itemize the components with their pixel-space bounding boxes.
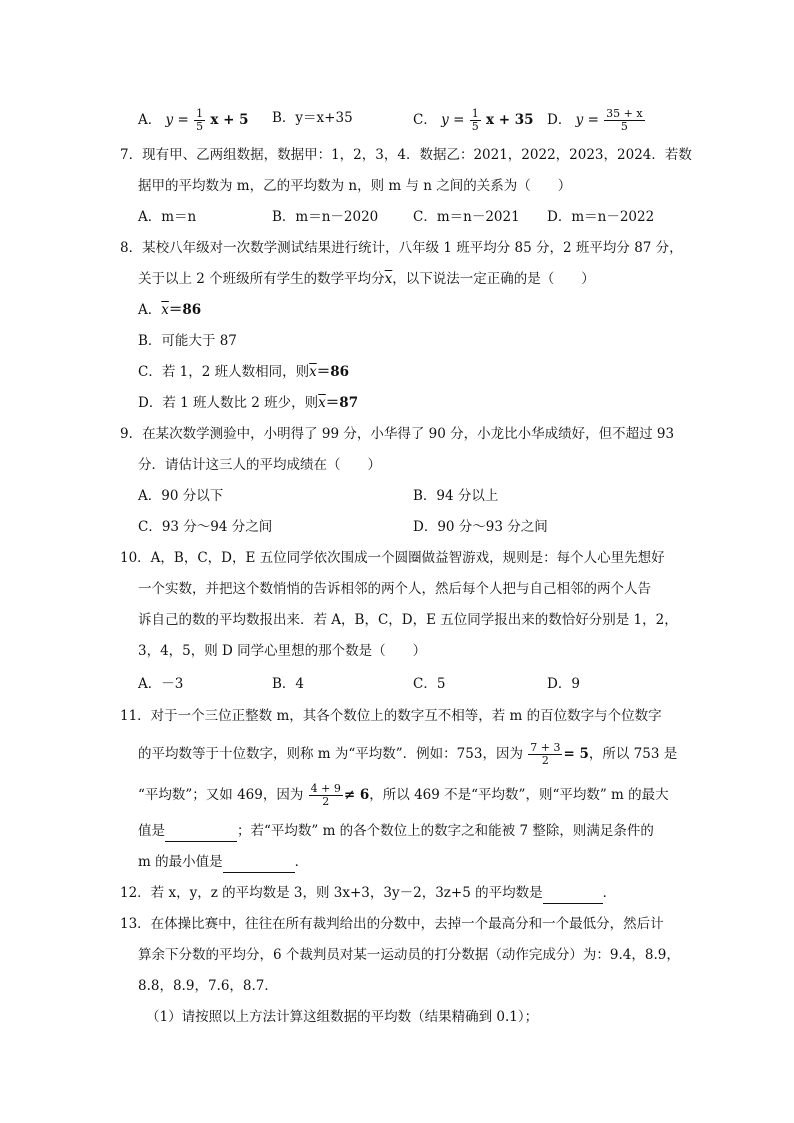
var-y: y — [441, 112, 449, 128]
q11-line-3 — [138, 783, 669, 808]
var-y: y — [575, 112, 584, 128]
numerator: 1 — [196, 107, 204, 120]
q8-line-1: 8．某校八年级对一次数学测试结果进行统计，八年级 1 班平均分 85 分，2 班平均分 87 分， — [120, 240, 683, 256]
q11-text: ；若“平均数” m 的各个数位上的数字之和能被 7 整除，则满足条件的 — [237, 823, 654, 839]
expr-rest: x + 35 — [485, 112, 534, 128]
q11-text: 的平均数等于十位数字，则称 m 为“平均数”．例如：753，因为 — [138, 746, 523, 762]
q11-text: 值是 — [138, 823, 165, 839]
fraction-4plus9-over-2 — [309, 783, 343, 808]
equals-sign: = — [587, 112, 599, 128]
q11-inequation: ≠ 6 — [343, 787, 370, 803]
numerator: 1 — [471, 107, 479, 120]
numerator: 4 + 9 — [310, 782, 341, 795]
q7-option-b: B．m＝n－2020 — [272, 209, 379, 225]
q8-option-a — [138, 300, 201, 320]
q10-line-2: 一个实数，并把这个数悄悄的告诉相邻的两个人，然后每个人把与自己相邻的两个人告 — [138, 581, 651, 597]
q8-option-c — [138, 362, 349, 382]
q9-option-c: C．93 分～94 分之间 — [138, 519, 273, 535]
q13-line-2: 算余下分数的平均分，6 个裁判员对某一运动员的打分数据（动作完成分）为：9.4，8.9， — [138, 947, 680, 963]
q8-option-d — [138, 393, 358, 413]
option-label: A． — [138, 302, 162, 318]
q12-line — [120, 883, 616, 904]
q11-line-4 — [138, 821, 654, 842]
q9-line-2: 分．请估计这三人的平均成绩在（ ） — [138, 457, 381, 473]
x-bar-symbol: $\overline{x}$ — [161, 302, 169, 318]
q11-text: ，所以 753 是 — [588, 746, 678, 762]
q8-text: 关于以上 2 个班级所有学生的数学平均分 — [138, 271, 385, 287]
x-bar-symbol: $\overline{x}$ — [309, 364, 317, 380]
q7-option-a: A．m＝n — [138, 209, 197, 225]
q10-line-1: 10．A，B，C，D，E 五位同学依次围成一个圆圈做益智游戏，规则是：每个人心里先想好 — [120, 550, 665, 566]
q6-option-c — [413, 108, 534, 133]
q9-option-b: B．94 分以上 — [413, 488, 499, 504]
option-value: ＝86 — [168, 302, 202, 318]
option-label: C． — [413, 112, 437, 128]
q11-text: ，所以 469 不是“平均数”，则“平均数” m 的最大 — [369, 787, 669, 803]
q11-text: m 的最小值是 — [138, 854, 223, 870]
q9-option-a: A．90 分以下 — [138, 488, 224, 504]
q8-text: ，以下说法一定正确的是（ ） — [392, 271, 595, 287]
q7-line-2: 据甲的平均数为 m，乙的平均数为 n，则 m 与 n 之间的关系为（ ） — [138, 178, 572, 194]
fraction-1-5 — [194, 108, 205, 133]
q11-equation: = 5 — [563, 746, 589, 762]
q13-line-3: 8.8，8.9，7.6，8.7． — [138, 978, 278, 994]
option-text: y＝x+35 — [295, 110, 353, 126]
option-value: ＝86 — [316, 364, 350, 380]
q11-text: ． — [294, 854, 309, 870]
q11-line-1: 11．对于一个三位正整数 m，其各个数位上的数字互不相等，若 m 的百位数字与个位数字 — [120, 708, 662, 724]
q12-text: 12．若 x，y，z 的平均数是 3，则 3x+3，3y－2，3z+5 的平均数是 — [120, 885, 543, 901]
q8-option-b: B．可能大于 87 — [138, 333, 237, 349]
answer-blank-2[interactable] — [223, 852, 295, 873]
q10-option-d: D．9 — [547, 676, 580, 692]
q9-line-1: 9．在某次数学测验中，小明得了 99 分，小华得了 90 分，小龙比小华成绩好，但不超过 93 — [120, 426, 675, 442]
answer-blank-3[interactable] — [543, 883, 603, 904]
option-text: C．若 1，2 班人数相同，则 — [138, 364, 310, 380]
denominator: 2 — [541, 754, 549, 767]
q12-text: ． — [602, 885, 617, 901]
q10-option-b: B．4 — [272, 676, 305, 692]
expr-rest: x + 5 — [210, 112, 249, 128]
q11-line-2 — [138, 742, 677, 767]
fraction-1-5 — [470, 108, 481, 133]
fraction-35x-5 — [604, 108, 644, 133]
q7-option-d: D．m＝n－2022 — [547, 209, 655, 225]
q13-line-1: 13．在体操比赛中，往往在所有裁判给出的分数中，去掉一个最高分和一个最低分，然后计 — [120, 916, 664, 932]
q6-option-b — [272, 108, 353, 128]
q8-line-2 — [138, 269, 595, 289]
answer-blank-1[interactable] — [165, 821, 237, 842]
q6-option-a — [138, 108, 249, 133]
x-bar-symbol: $\overline{x}$ — [384, 271, 393, 287]
q7-option-c: C．m＝n－2021 — [413, 209, 520, 225]
denominator: 5 — [196, 120, 204, 133]
numerator: 7 + 3 — [530, 741, 561, 754]
equals-sign: = — [453, 112, 465, 128]
q9-option-d: D．90 分～93 分之间 — [413, 519, 548, 535]
q7-line-1: 7．现有甲、乙两组数据，数据甲：1，2，3，4．数据乙：2021，2022，2023，2024．若数 — [120, 147, 692, 163]
x-bar-symbol: $\overline{x}$ — [318, 395, 326, 411]
equals-sign: = — [177, 112, 189, 128]
denominator: 5 — [471, 120, 479, 133]
q6-option-d — [547, 108, 646, 133]
q10-option-a: A．－3 — [138, 676, 184, 692]
q10-option-c: C．5 — [413, 676, 446, 692]
fraction-7plus3-over-2 — [528, 742, 562, 767]
q11-text: “平均数”；又如 469，因为 — [138, 787, 304, 803]
option-label: B． — [272, 110, 296, 126]
q10-line-3: 诉自己的数的平均数报出来．若 A，B，C，D，E 五位同学报出来的数恰好分别是 1，2， — [138, 612, 678, 628]
option-label: A． — [138, 112, 162, 128]
q10-line-4: 3，4，5，则 D 同学心里想的那个数是（ ） — [138, 643, 427, 659]
option-value: ＝87 — [325, 395, 359, 411]
numerator: 35 + x — [606, 107, 643, 120]
q11-line-5 — [138, 852, 308, 873]
var-y: y — [165, 112, 174, 128]
option-text: D．若 1 班人数比 2 班少，则 — [138, 395, 319, 411]
q13-subquestion-1: （1）请按照以上方法计算这组数据的平均数（结果精确到 0.1）； — [146, 1009, 539, 1025]
option-label: D． — [547, 112, 572, 128]
denominator: 5 — [620, 120, 628, 133]
denominator: 2 — [322, 795, 330, 808]
